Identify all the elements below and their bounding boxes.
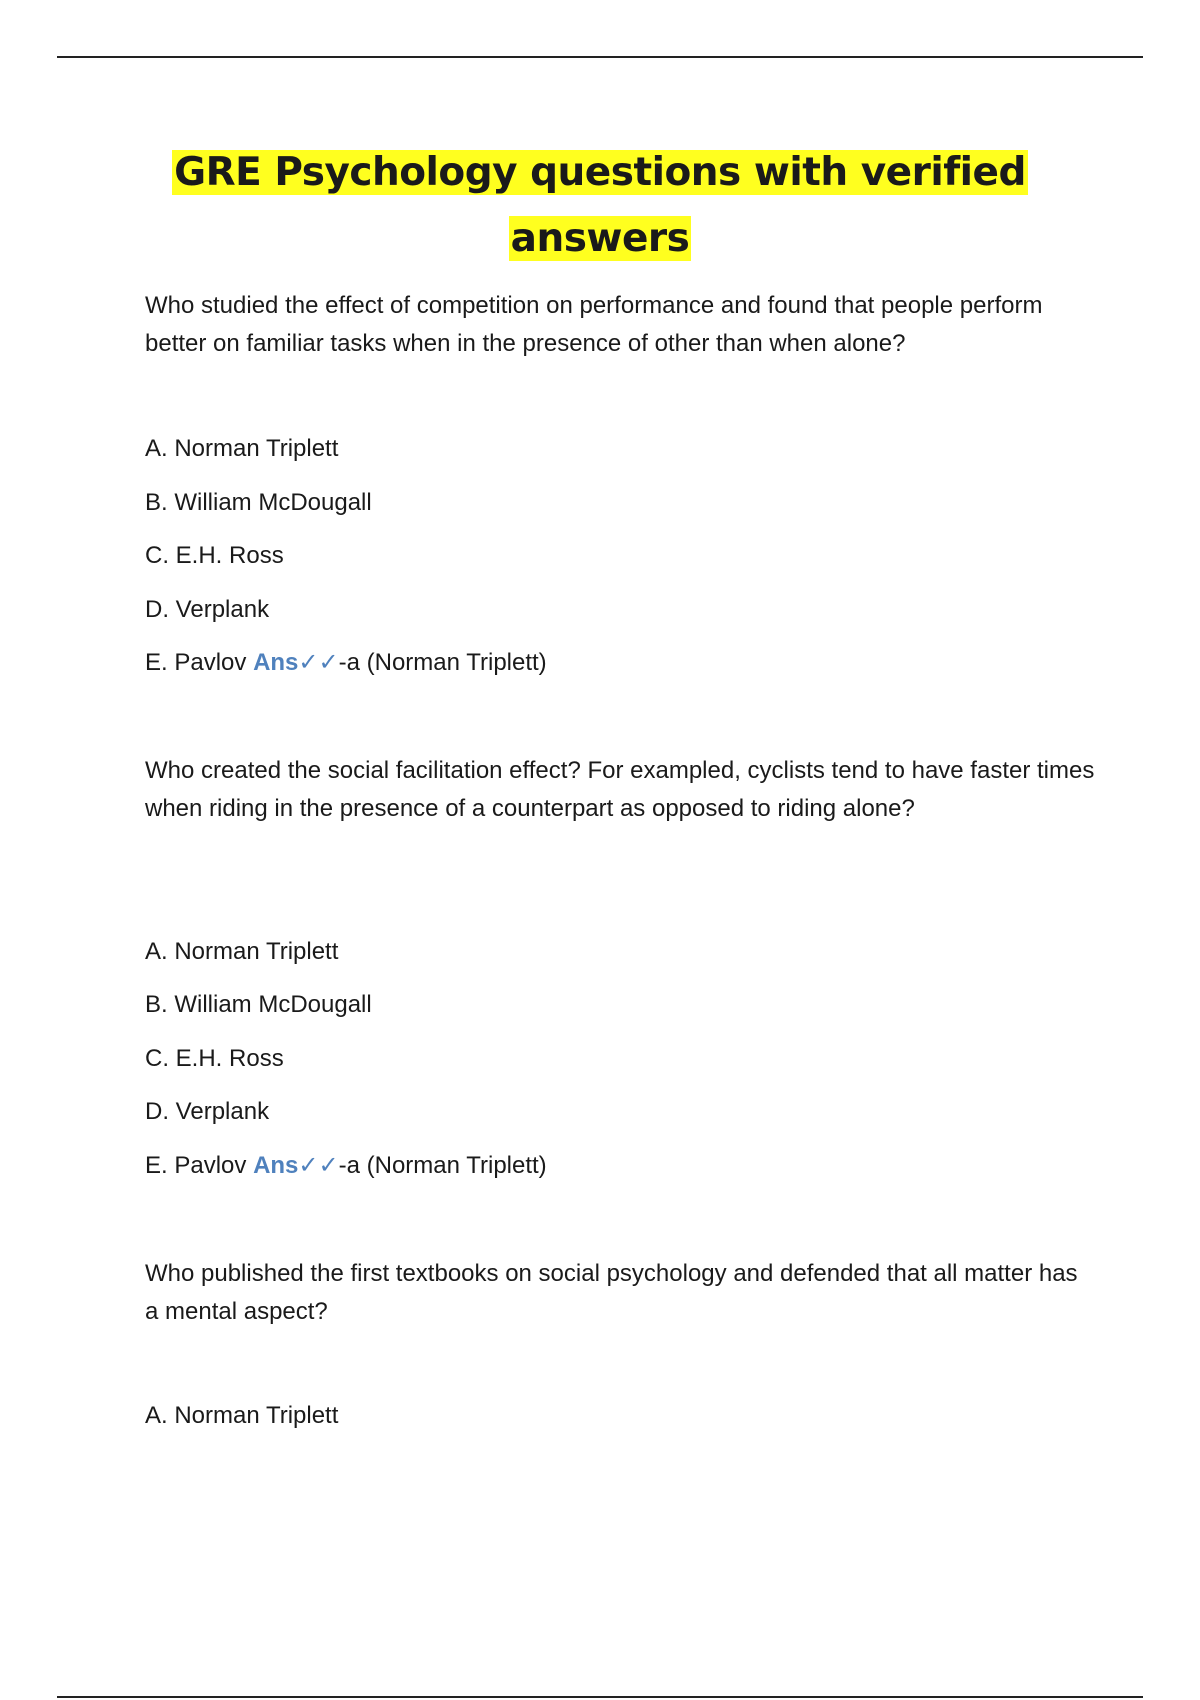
check-icon: ✓✓ (298, 1152, 339, 1179)
option: C. E.H. Ross (145, 542, 284, 569)
title-line-2: answers (510, 216, 690, 261)
footer-rule (57, 1696, 1143, 1698)
option: A. Norman Triplett (145, 938, 339, 965)
document-title (0, 140, 1200, 272)
question-text: Who studied the effect of competition on performance and found that people perform better on familiar tasks when in the presence of other than when alone? (145, 292, 1043, 357)
answer-line (145, 644, 1095, 682)
option: E. Pavlov (145, 1152, 247, 1179)
option: B. William McDougall (145, 489, 372, 516)
question-3-options (145, 1397, 1095, 1435)
option: A. Norman Triplett (145, 435, 339, 462)
question-text: Who published the first textbooks on social psychology and defended that all matter has a mental aspect? (145, 1260, 1078, 1325)
question-text: Who created the social facilitation effect? For exampled, cyclists tend to have faster times when riding in the presence of a counterpart as opposed to riding alone? (145, 757, 1095, 822)
title-line-1: GRE Psychology questions with verified (174, 150, 1026, 195)
option: B. William McDougall (145, 991, 372, 1018)
option: D. Verplank (145, 596, 270, 623)
answer-text: -a (Norman Triplett) (338, 1152, 547, 1179)
question-2 (145, 752, 1095, 828)
answer-line (145, 1147, 1095, 1185)
question-2-options (145, 933, 1095, 1185)
check-icon: ✓✓ (298, 649, 339, 676)
answer-label: Ans (253, 1152, 299, 1179)
option: C. E.H. Ross (145, 1045, 284, 1072)
option: D. Verplank (145, 1098, 270, 1125)
answer-label: Ans (253, 649, 299, 676)
question-1 (145, 287, 1095, 363)
option: A. Norman Triplett (145, 1402, 339, 1429)
question-1-options (145, 430, 1095, 682)
question-3 (145, 1255, 1095, 1331)
option: E. Pavlov (145, 649, 247, 676)
header-rule (57, 56, 1143, 58)
answer-text: -a (Norman Triplett) (338, 649, 547, 676)
